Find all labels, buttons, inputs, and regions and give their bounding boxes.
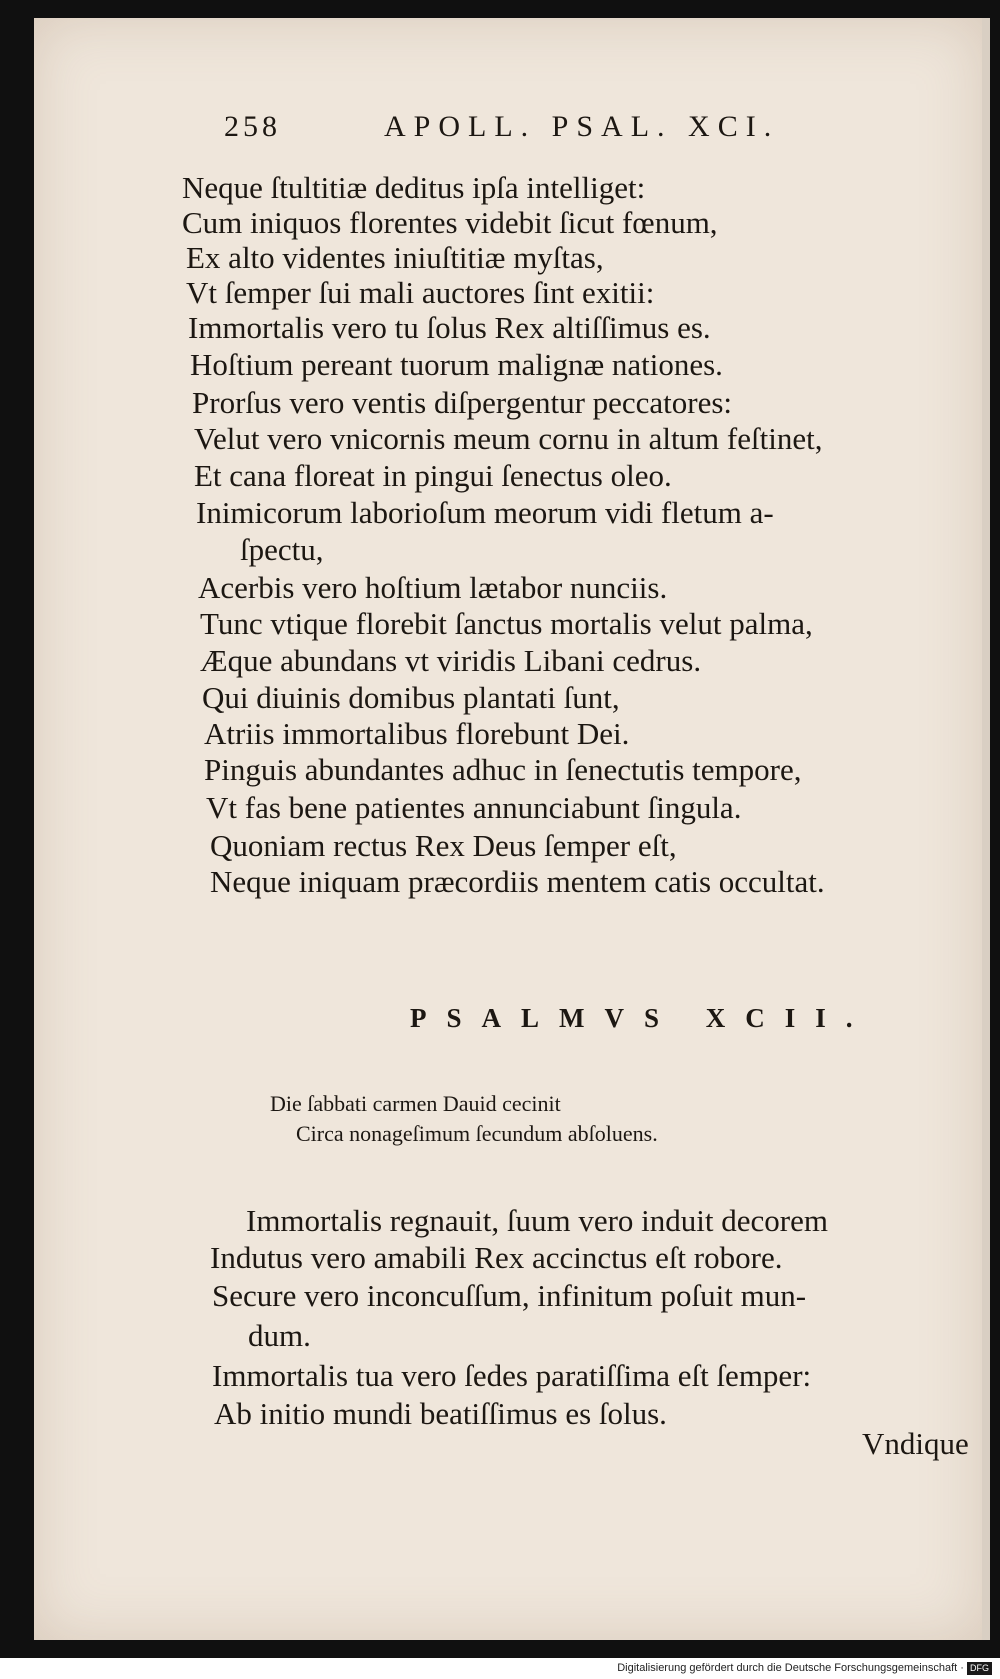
verse-line: Neque ſtultitiæ deditus ipſa intelliget: [182,170,646,205]
catchword: Vndique [862,1426,969,1461]
verse-line: Atriis immortalibus florebunt Dei. [204,716,630,751]
verse-line: Indutus vero amabili Rex accinctus eſt robore. [210,1240,783,1275]
psalm-heading: PSALMVS XCII. [410,1003,873,1033]
verse-line: Tunc vtique florebit ſanctus mortalis velut palma, [200,606,813,641]
verse-line: Ab initio mundi beatiſſimus es ſolus. [214,1396,667,1431]
verse-line: Pinguis abundantes adhuc in ſenectutis tempore, [204,752,802,787]
verse-line: Prorſus vero ventis diſpergentur peccatores: [192,385,733,420]
verse-line: Immortalis vero tu ſolus Rex altiſſimus es. [188,310,711,345]
credit-text: Digitalisierung gefördert durch die Deutsche Forschungsgemeinschaft [617,1662,958,1674]
verse-line: Neque iniquam præcordiis mentem catis occultat. [210,864,825,899]
page-edge [982,18,990,1640]
verse-line: Vt ſemper ſui mali auctores ſint exitii: [186,275,655,310]
subtitle-line: Die ſabbati carmen Dauid cecinit [270,1091,561,1116]
verse-line: Quoniam rectus Rex Deus ſemper eſt, [210,828,677,863]
subtitle-line: Circa nonageſimum ſecundum abſoluens. [296,1121,658,1146]
dfg-logo: DFG [967,1662,992,1675]
verse-line: Qui diuinis domibus plantati ſunt, [202,680,620,715]
verse-line: Immortalis tua vero ſedes paratiſſima eſt ſemper: [212,1358,812,1393]
verse-line: dum. [248,1318,311,1353]
running-title: APOLL. PSAL. XCI. [384,110,780,143]
verse-line: Immortalis regnauit, ſuum vero induit decorem [246,1203,828,1238]
running-head [224,110,844,150]
digitization-credit: Digitalisierung gefördert durch die Deutsche Forschungsgemeinschaft · DFG [0,1658,1000,1679]
verse-line: Velut vero vnicornis meum cornu in altum feſtinet, [194,421,823,456]
verse-line: ſpectu, [240,532,324,567]
verse-line: Inimicorum laborioſum meorum vidi fletum a- [196,495,774,530]
verse-line: Ex alto videntes iniuſtitiæ myſtas, [186,240,604,275]
page-number: 258 [224,110,281,143]
book-page [34,18,982,1640]
verse-line: Vt fas bene patientes annunciabunt ſingula. [206,790,742,825]
verse-line: Acerbis vero hoſtium lætabor nunciis. [198,570,668,605]
verse-line: Cum iniquos florentes videbit ſicut fœnum, [182,205,718,240]
verse-line: Et cana floreat in pingui ſenectus oleo. [194,458,672,493]
verse-line: Secure vero inconcuſſum, infinitum poſuit mun- [212,1278,807,1313]
verse-line: Æque abundans vt viridis Libani cedrus. [200,643,702,678]
verse-line: Hoſtium pereant tuorum malignæ nationes. [190,347,723,382]
page-text [34,18,982,1640]
